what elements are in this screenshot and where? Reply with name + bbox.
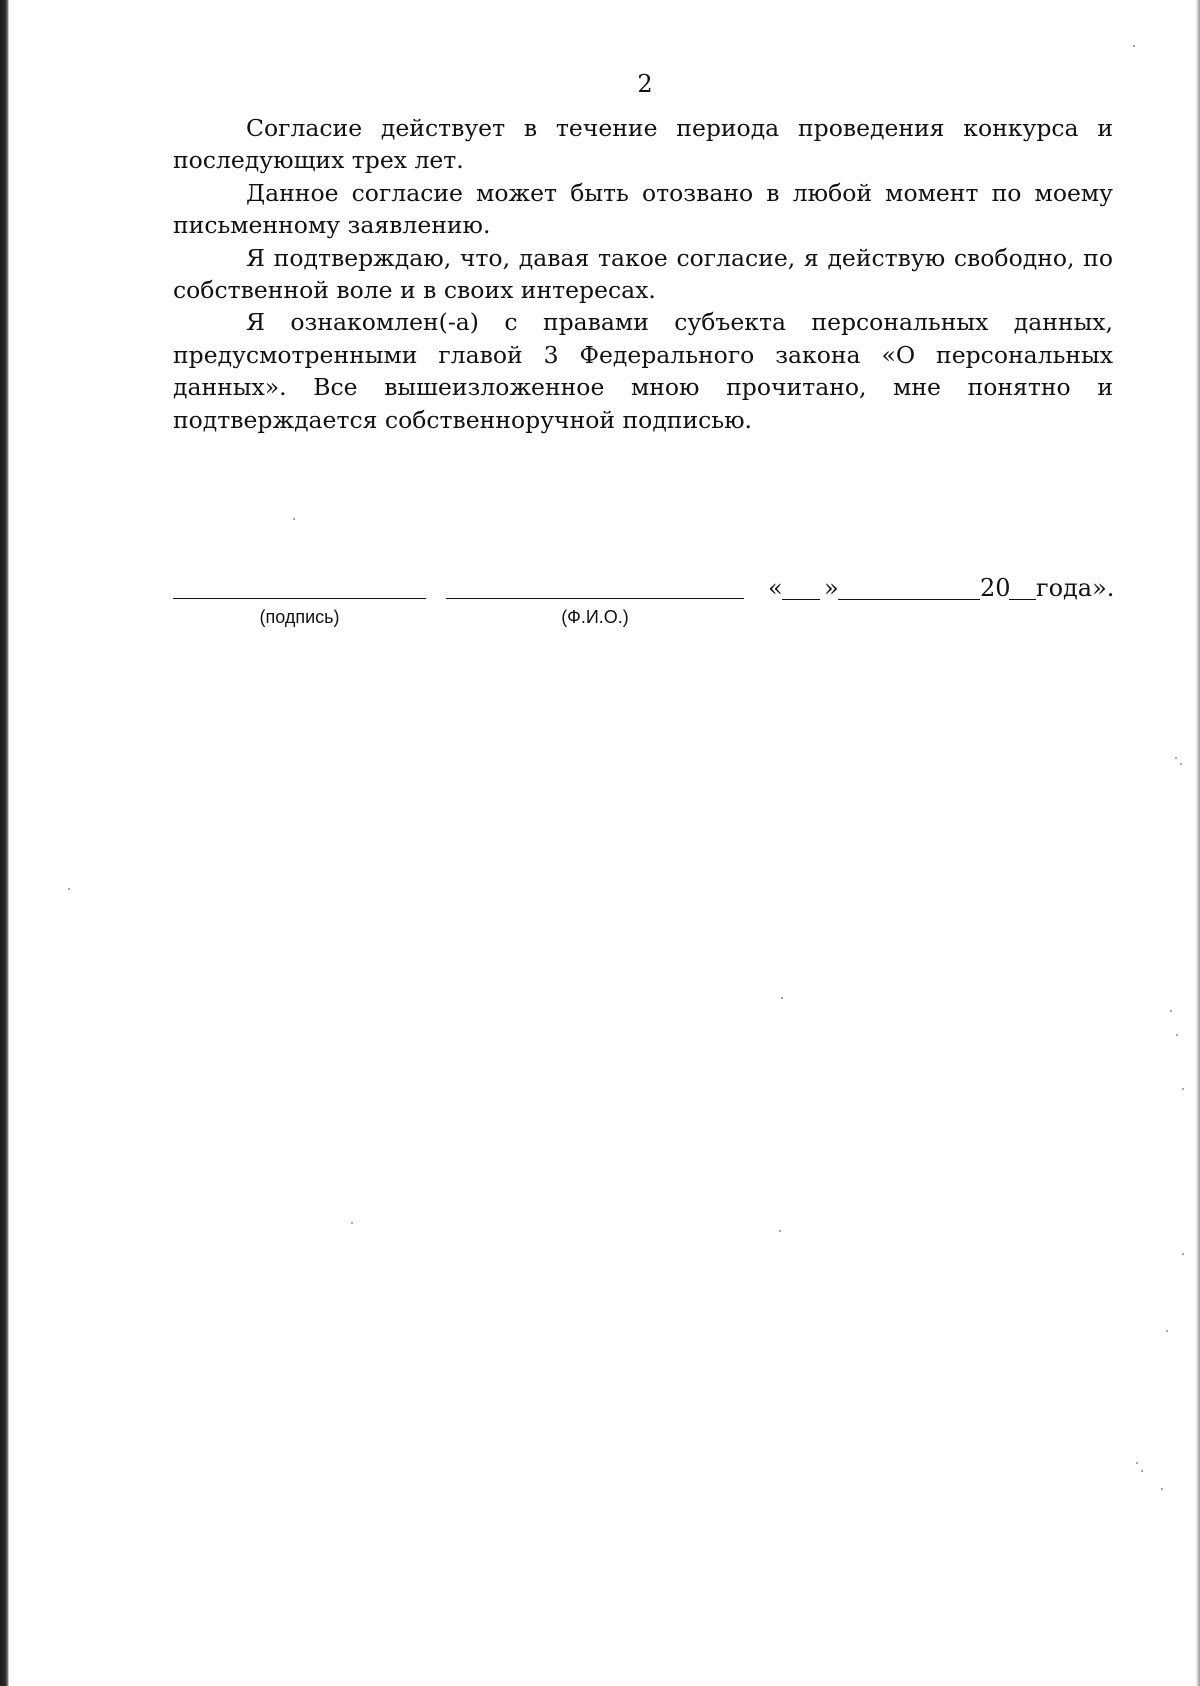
scan-edge-right xyxy=(1196,0,1200,1686)
scan-speck xyxy=(68,888,70,890)
scan-speck xyxy=(1180,763,1182,765)
scan-speck xyxy=(1141,1470,1143,1472)
page-number: 2 xyxy=(637,70,653,98)
scan-edge-left xyxy=(0,0,9,1686)
scan-speck xyxy=(1133,45,1135,47)
name-line xyxy=(446,598,744,599)
name-caption: (Ф.И.О.) xyxy=(561,607,629,627)
signature-caption: (подпись) xyxy=(259,607,340,627)
scan-speck xyxy=(1182,1088,1184,1090)
date-field xyxy=(768,570,1118,606)
date-open-quote: « xyxy=(768,574,783,602)
paragraph: Я ознакомлен(-а) с правами субъекта персональных данных, предусмотренными главой 3 Федерального закона «О персональных данных». Все вышеизложенное мною прочитано, мне понятно и подтверждается собственноручной подписью. xyxy=(173,308,1113,434)
date-close-quote: » xyxy=(824,574,839,602)
day-blank xyxy=(782,599,820,600)
scan-speck xyxy=(779,1230,781,1232)
paragraph: Согласие действует в течение периода проведения конкурса и последующих трех лет. xyxy=(173,114,1113,175)
scan-speck xyxy=(1176,1034,1178,1036)
scan-speck xyxy=(1166,1330,1168,1332)
date-century: 20 xyxy=(980,574,1011,602)
year-blank xyxy=(1009,599,1036,600)
consent-text xyxy=(173,112,1113,436)
scan-speck xyxy=(351,1222,353,1224)
scan-speck xyxy=(1175,757,1177,759)
date-suffix: года». xyxy=(1036,574,1115,602)
scan-speck xyxy=(781,997,783,999)
month-blank xyxy=(838,599,980,600)
scan-speck xyxy=(1170,1010,1172,1012)
scan-speck xyxy=(1161,1488,1163,1490)
scan-speck xyxy=(1136,1462,1138,1464)
signature-line xyxy=(173,598,426,599)
paragraph: Я подтверждаю, что, давая такое согласие, я действую свободно, по собственной воле и в своих интересах. xyxy=(173,243,1113,305)
paragraph: Данное согласие может быть отозвано в любой момент по моему письменному заявлению. xyxy=(173,178,1113,240)
scan-speck xyxy=(293,518,295,520)
scan-speck xyxy=(1182,1253,1184,1255)
